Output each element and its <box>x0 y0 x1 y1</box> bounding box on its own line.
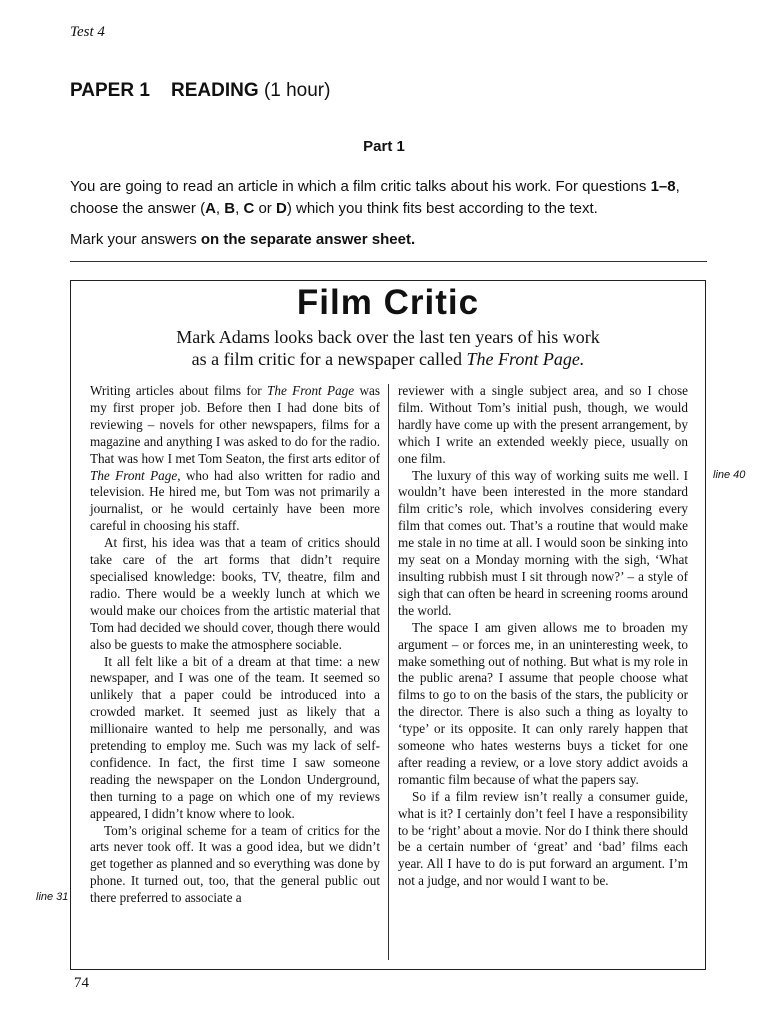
subtitle-line-1: Mark Adams looks back over the last ten years of his work <box>176 327 600 347</box>
newspaper-name: The Front Page. <box>466 349 585 369</box>
separator: , <box>215 200 225 217</box>
paper-section: READING <box>171 80 259 101</box>
paragraph: So if a film review isn’t really a consumer guide, what is it? I certainly don’t feel I have a responsibility to be ‘right’ about a movie. Nor do I think there should be a certain number of ‘great’ and ‘bad’ films each year. All I have to do is put forward an argument. I’m not a judge, and nor would I want to be. <box>398 788 688 889</box>
separator: or <box>254 200 276 217</box>
answer-sheet-note <box>70 231 415 248</box>
separator: , <box>235 200 244 217</box>
paper-number: PAPER 1 <box>70 80 150 101</box>
article-title: Film Critic <box>296 283 480 322</box>
paragraph-text: , who had also written for radio and television. He hired me, but Tom was not primarily a journalist, or he would certainly have been more careful in choosing his staff. <box>90 467 380 534</box>
test-label: Test 4 <box>70 24 105 40</box>
option-c: C <box>243 200 255 217</box>
paragraph-text: Writing articles about films for <box>90 383 268 398</box>
option-b: B <box>224 200 236 217</box>
question-range: 1–8 <box>650 178 676 195</box>
paragraph: reviewer with a single subject area, and so I chose film. Without Tom’s initial push, though, we would hardly have come up with the present arrangement, by which I write an extended weekly piece, usually on one film. <box>398 383 688 466</box>
instructions-text: You are going to read an article in which a film critic talks about his work. For questions <box>70 178 651 195</box>
line-reference-31: line 31 <box>36 891 69 903</box>
paper-duration: (1 hour) <box>263 80 331 101</box>
paragraph: At first, his idea was that a team of critics should take care of the art forms that didn’t require specialised knowledge: books, TV, theatre, film and radio. There would be a weekly lunch at which we would make our choices from the artistic material that Tom had decided we should cover, though there would also be guests to make the atmosphere sociable. <box>90 535 380 652</box>
paragraph: It all felt like a bit of a dream at that time: a new newspaper, and I was one of the team. It seemed so unlikely that a paper could be introduced into a crowded market. It seemed just as likely that a millionaire wanted to help me personally, and was pretending to employ me. Such was my lack of self-confidence. In fact, the first time I saw someone reading the newspaper on the London Underground, then turning to a page on which one of my reviews appeared, I didn’t know where to look. <box>90 653 380 821</box>
instructions-text: , choose the answer ( <box>70 178 680 217</box>
option-a: A <box>205 200 216 217</box>
paper-title <box>70 80 330 102</box>
paragraph: Tom’s original scheme for a team of critics for the arts never took off. It was a good idea, but we didn’t get together as planned and so everything was done by phone. It turned out, too, that the general public out there preferred to associate a <box>90 822 380 906</box>
paragraph <box>90 383 380 535</box>
part-label: Part 1 <box>363 138 405 155</box>
option-d: D <box>275 200 287 217</box>
paragraph: The luxury of this way of working suits me well. I wouldn’t have been interested in the more standard film critic’s role, which involves considering every film that comes out. That’s a routine that would make me stale in no time at all. I would soon be sinking into my seat on a Monday morning with the sigh, ‘What insulting rubbish must I sit through now?’ – a style of sigh that can often be heard in screening rooms around the world. <box>398 467 688 618</box>
line-reference-40: line 40 <box>713 469 746 481</box>
subtitle-line-2: as a film critic for a newspaper called <box>191 349 467 369</box>
newspaper-name: The Front Page <box>90 467 178 483</box>
article-column-left <box>90 383 380 907</box>
note-emphasis: on the separate answer sheet. <box>200 231 416 248</box>
note-text: Mark your answers <box>70 231 201 248</box>
instructions <box>70 176 715 220</box>
paragraph: The space I am given allows me to broaden my argument – or forces me, in an uninteresting week, to make something out of nothing. But what is my role in the public arena? I assume that people choose what films to go to on the basis of the stars, the publicity or the director. There is also such a thing as loyalty to ‘type’ or its opposite. It can only rarely happen that someone who hates westerns buys a ticket for one after reading a review, or a love story addict avoids a romantic film because of what the papers say. <box>398 619 688 787</box>
paragraph-text: was my first proper job. Before then I had done bits of reviewing – novels for other newspapers, films for a magazine and anything I was asked to do for the radio. That was how I met Tom Seaton, the first arts editor of <box>90 383 380 466</box>
newspaper-name: The Front Page <box>267 383 355 398</box>
instructions-text: ) which you think fits best according to the text. <box>286 200 598 217</box>
article-column-right <box>398 383 688 890</box>
article-subtitle <box>70 326 706 370</box>
divider-rule <box>70 261 707 262</box>
page-number: 74 <box>74 975 89 991</box>
column-divider <box>388 384 389 960</box>
